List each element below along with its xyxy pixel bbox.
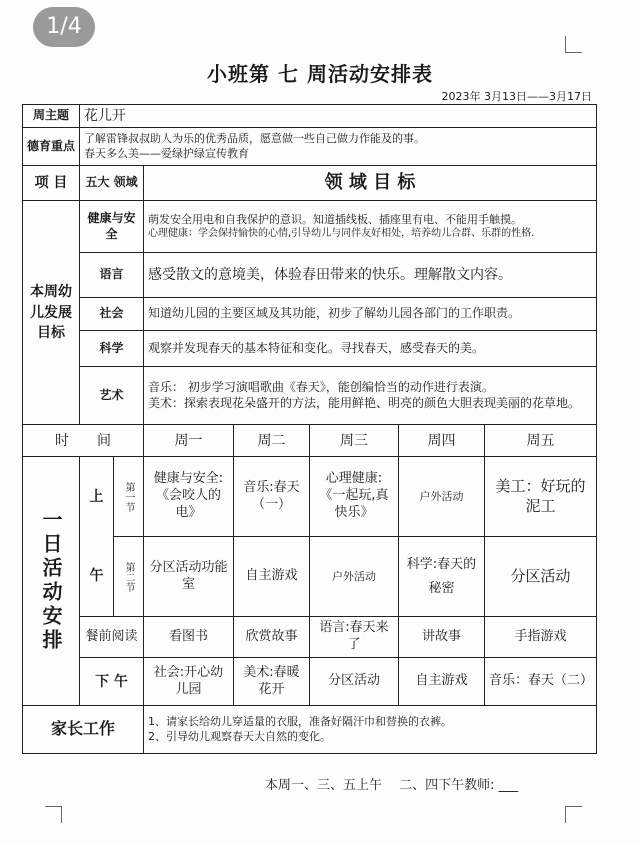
activity-cell: 分区活动功能室 (144, 537, 234, 617)
crop-mark-bottom-right (565, 806, 582, 823)
moral-line: 了解雷锋叔叔助人为乐的优秀品质，愿意做一些自己做力作能及的事。 (84, 132, 425, 146)
header-goal: 领 域 目 标 (144, 166, 597, 201)
crop-mark-bottom-left (45, 806, 62, 823)
domain-goal: 知道幼儿园的主要区域及其功能，初步了解幼儿园各部门的工作职责。 (144, 298, 597, 331)
parent-line: 2、引导幼儿观察春天大自然的变化。 (148, 729, 331, 743)
theme-value: 花儿开 (80, 105, 597, 128)
activity-cell: 语言:春天来了 (310, 617, 399, 658)
activity-cell: 美术:春暖花开 (234, 658, 310, 706)
afternoon-label: 下 午 (80, 658, 144, 706)
domain-goal: 观察并发现春天的基本特征和变化。寻找春天，感受春天的美。 (144, 331, 597, 367)
activity-cell: 户外活动 (310, 537, 399, 617)
domain-name: 社会 (80, 298, 144, 331)
period2-text: 第二节 (123, 561, 134, 592)
activity-cell: 美工：好玩的泥工 (485, 457, 597, 537)
domain-name: 健康与安全 (80, 201, 144, 253)
activity-cell: 分区活动 (310, 658, 399, 706)
morning-label-b: 午 (80, 537, 114, 617)
activity-cell: 健康与安全:《会咬人的电》 (144, 457, 234, 537)
page-indicator[interactable]: 1/4 (33, 7, 95, 47)
weekday-header: 周四 (399, 425, 485, 457)
activity-cell: 社会:开心幼儿园 (144, 658, 234, 706)
domain-goal: 感受散文的意境美，体验春田带来的快乐。理解散文内容。 (144, 253, 597, 298)
domain-goal-line: 心理健康：学会保持愉快的心情,引导幼儿与同伴友好相处，培养幼儿合群、乐群的性格. (148, 228, 535, 240)
activity-cell: 自主游戏 (399, 658, 485, 706)
activity-cell: 讲故事 (399, 617, 485, 658)
domain-name: 艺术 (80, 367, 144, 425)
activity-cell: 音乐:春天（一） (234, 457, 310, 537)
activity-cell: 户外活动 (399, 457, 485, 537)
activity-cell: 音乐：春天（二） (485, 658, 597, 706)
activity-cell: 看图书 (144, 617, 234, 658)
parent-content (144, 706, 597, 754)
header-item: 项 目 (23, 166, 80, 201)
footer-teacher: 本周一、三、五上午 二、四下午教师: ___ (265, 778, 519, 793)
weekday-header: 周三 (310, 425, 399, 457)
activity-cell: 科学:春天的秘密 (399, 537, 485, 617)
premeal-label: 餐前阅读 (80, 617, 144, 658)
period1-text: 第一节 (123, 481, 134, 512)
domain-goal-line: 萌发安全用电和自我保护的意识。知道插线板、插座里有电、不能用手触摸。 (148, 213, 522, 227)
period1-label (114, 457, 144, 537)
schedule-table (22, 104, 597, 754)
parent-label: 家长工作 (23, 706, 144, 754)
header-domain: 五大 领域 (80, 166, 144, 201)
weekday-header: 周五 (485, 425, 597, 457)
domain-goal-line: 美术：探索表现花朵盛开的方法，能用鲜艳、明亮的颜色大胆表现美丽的花草地。 (148, 395, 581, 410)
moral-content (80, 128, 597, 166)
activity-cell: 手指游戏 (485, 617, 597, 658)
activity-cell: 欣赏故事 (234, 617, 310, 658)
morning-label-a: 上 (80, 457, 114, 537)
domain-goal (144, 201, 597, 253)
domain-goal-line: 音乐： 初步学习演唱歌曲《春天》，能创编恰当的动作进行表演。 (148, 380, 494, 395)
weekday-header: 周一 (144, 425, 234, 457)
date-range: 2023年 3月13日——3月17日 (441, 90, 592, 103)
weekday-header: 周二 (234, 425, 310, 457)
goals-label: 本周幼儿发展目标 (23, 201, 80, 425)
domain-name: 语言 (80, 253, 144, 298)
time-label: 时 间 (23, 425, 144, 457)
theme-label: 周主题 (23, 105, 80, 128)
moral-line: 春天多么美——爱绿护绿宣传教育 (84, 146, 249, 160)
document-title: 小班第 七 周活动安排表 (207, 62, 433, 86)
period2-label (114, 537, 144, 617)
crop-mark-top-right (565, 36, 582, 53)
domain-goal (144, 367, 597, 425)
activity-cell: 心理健康:《一起玩,真快乐》 (310, 457, 399, 537)
moral-label: 德育重点 (23, 128, 80, 166)
domain-name: 科学 (80, 331, 144, 367)
activity-cell: 分区活动 (485, 537, 597, 617)
activity-cell: 自主游戏 (234, 537, 310, 617)
daily-label: 一日活动安排 (23, 457, 80, 706)
parent-line: 1、请家长给幼儿穿适量的衣服，准备好隔汗巾和替换的衣裤。 (148, 715, 452, 729)
